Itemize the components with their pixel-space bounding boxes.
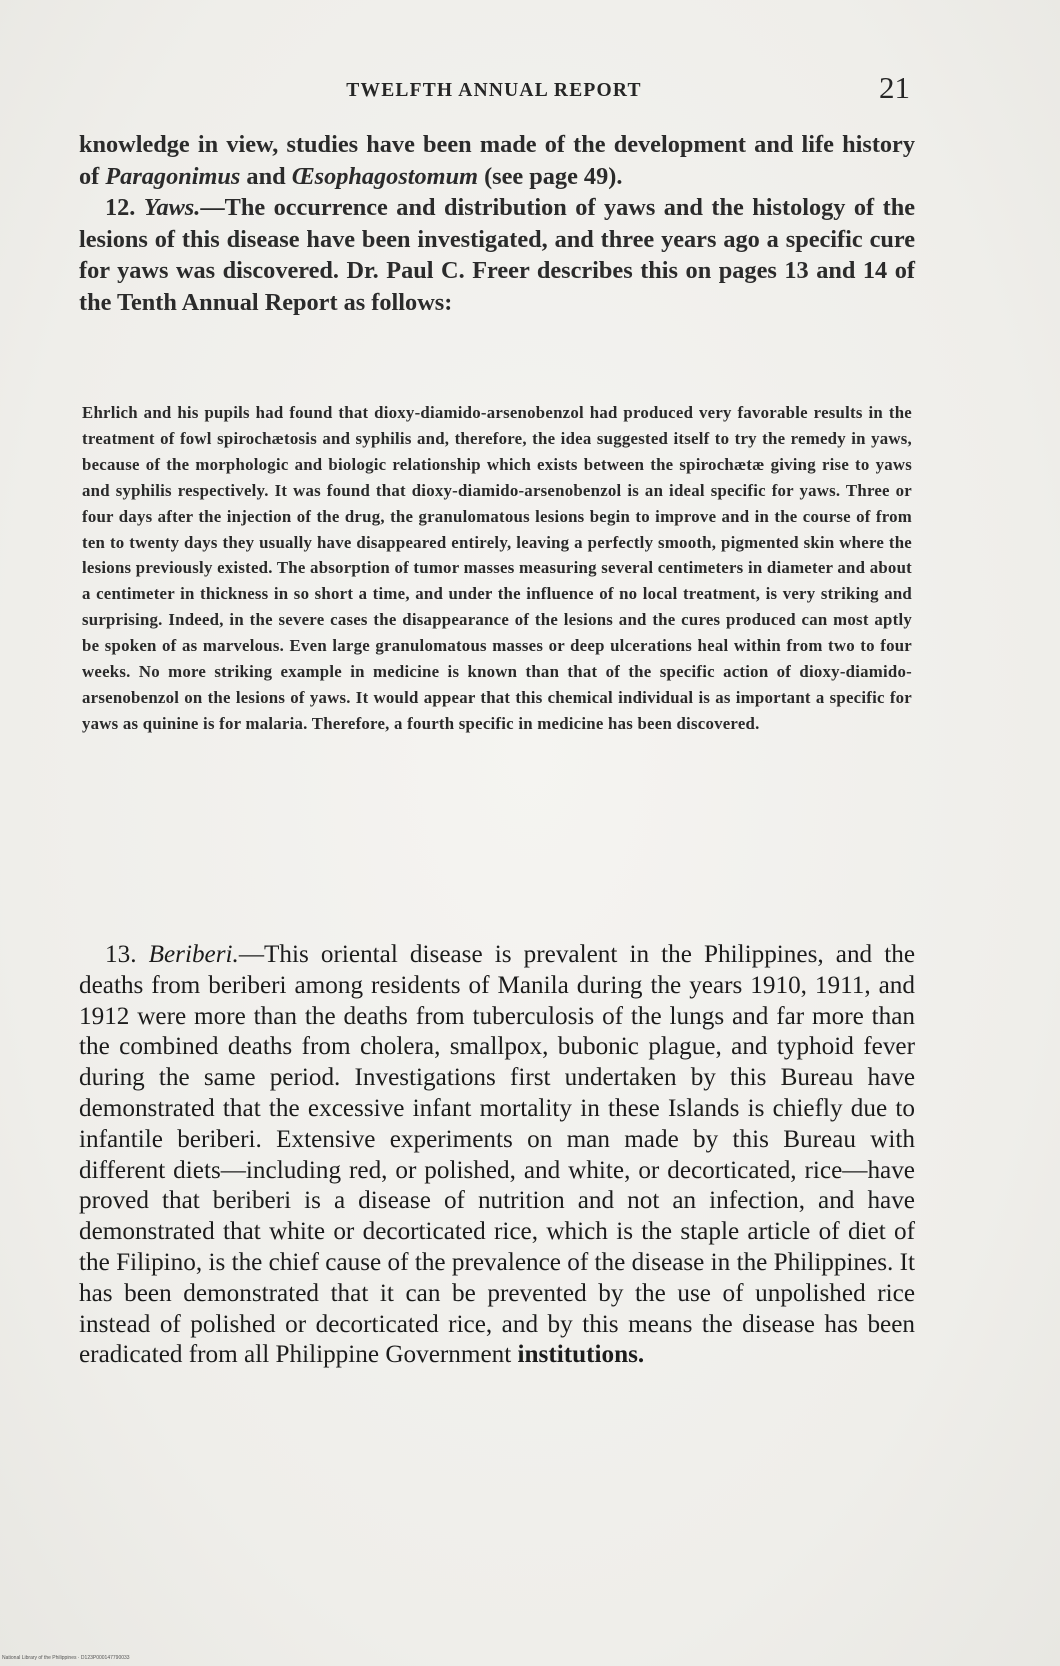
- library-footer-note: National Library of the Philippines · D123P000147790033: [2, 1655, 130, 1661]
- beriberi-paragraph: [79, 940, 915, 1371]
- intro-text-2: and: [240, 162, 292, 190]
- beriberi-heading: Beriberi.: [148, 941, 239, 968]
- running-title: TWELFTH ANNUAL REPORT: [346, 80, 642, 101]
- genus-oesophagostomum: Œsophagostomum: [291, 162, 478, 190]
- page-number: 21: [879, 70, 910, 105]
- yaws-heading: Yaws.: [143, 194, 201, 222]
- intro-text-1: knowledge in view, studies have been made of the development and life history of: [79, 131, 915, 190]
- genus-paragonimus: Paragonimus: [105, 162, 241, 190]
- beriberi-text-block: [79, 940, 915, 1371]
- yaws-text: —The occurrence and distribution of yaws and the histology of the lesions of this disease have been investigated, and three years ago a specific cure for yaws was discovered. Dr. Paul C. Freer describes this on pages 13 and 14 of the Tenth Annual Report as follows:: [79, 194, 915, 316]
- intro-text-3: (see page 49).: [478, 162, 623, 190]
- yaws-number: 12.: [105, 194, 144, 222]
- beriberi-number: 13.: [105, 941, 149, 968]
- freer-quotation: Ehrlich and his pupils had found that dioxy-diamido-arsenobenzol had produced very favorable results in the treatment of fowl spirochætosis and syphilis and, therefore, the idea suggested itself to try the remedy in yaws, because of the morphologic and biologic relationship which exists between the spirochætæ giving rise to yaws and syphilis respectively. It was found that dioxy-diamido-arsenobenzol is an ideal specific for yaws. Three or four days after the injection of the drug, the granulomatous lesions begin to improve and in the course of from ten to twenty days they usually have disappeared entirely, leaving a perfectly smooth, pigmented skin where the lesions previously existed. The absorption of tumor masses measuring several centimeters in diameter and about a centimeter in thickness in so short a time, and under the influence of no local treatment, is very striking and surprising. Indeed, in the severe cases the disappearance of the lesions and the cures produced can most aptly be spoken of as marvelous. Even large granulomatous masses or deep ulcerations heal within from two to four weeks. No more striking example in medicine is known than that of the specific action of dioxy-diamido-arsenobenzol on the lesions of yaws. It would appear that this chemical individual is as important a specific for yaws as quinine is for malaria. Therefore, a fourth specific in medicine has been discovered.: [82, 403, 912, 733]
- running-head: [78, 72, 910, 112]
- upper-text-block: [79, 129, 915, 319]
- beriberi-last-word: institutions.: [517, 1341, 645, 1369]
- intro-paragraph: [79, 129, 915, 192]
- beriberi-text: —This oriental disease is prevalent in the Philippines, and the deaths from beriberi among residents of Manila during the years 1910, 1911, and 1912 were more than the deaths from tuberculosis of the lungs and far more than the combined deaths from cholera, smallpox, bubonic plague, and typhoid fever during the same period. Investigations first undertaken by this Bureau have demonstrated that the excessive infant mortality in these Islands is chiefly due to infantile beriberi. Extensive experiments on man made by this Bureau with different diets—including red, or polished, and white, or decorticated, rice—have proved that beriberi is a disease of nutrition and not an infection, and have demonstrated that white or decorticated rice, which is the staple article of diet of the Filipino, is the chief cause of the prevalence of the disease in the Philippines. It has been demonstrated that it can be prevented by the use of unpolished rice instead of polished or decorticated rice, and by this means the disease has been eradicated from all Philippine Government: [79, 941, 916, 1369]
- yaws-paragraph: [79, 192, 915, 318]
